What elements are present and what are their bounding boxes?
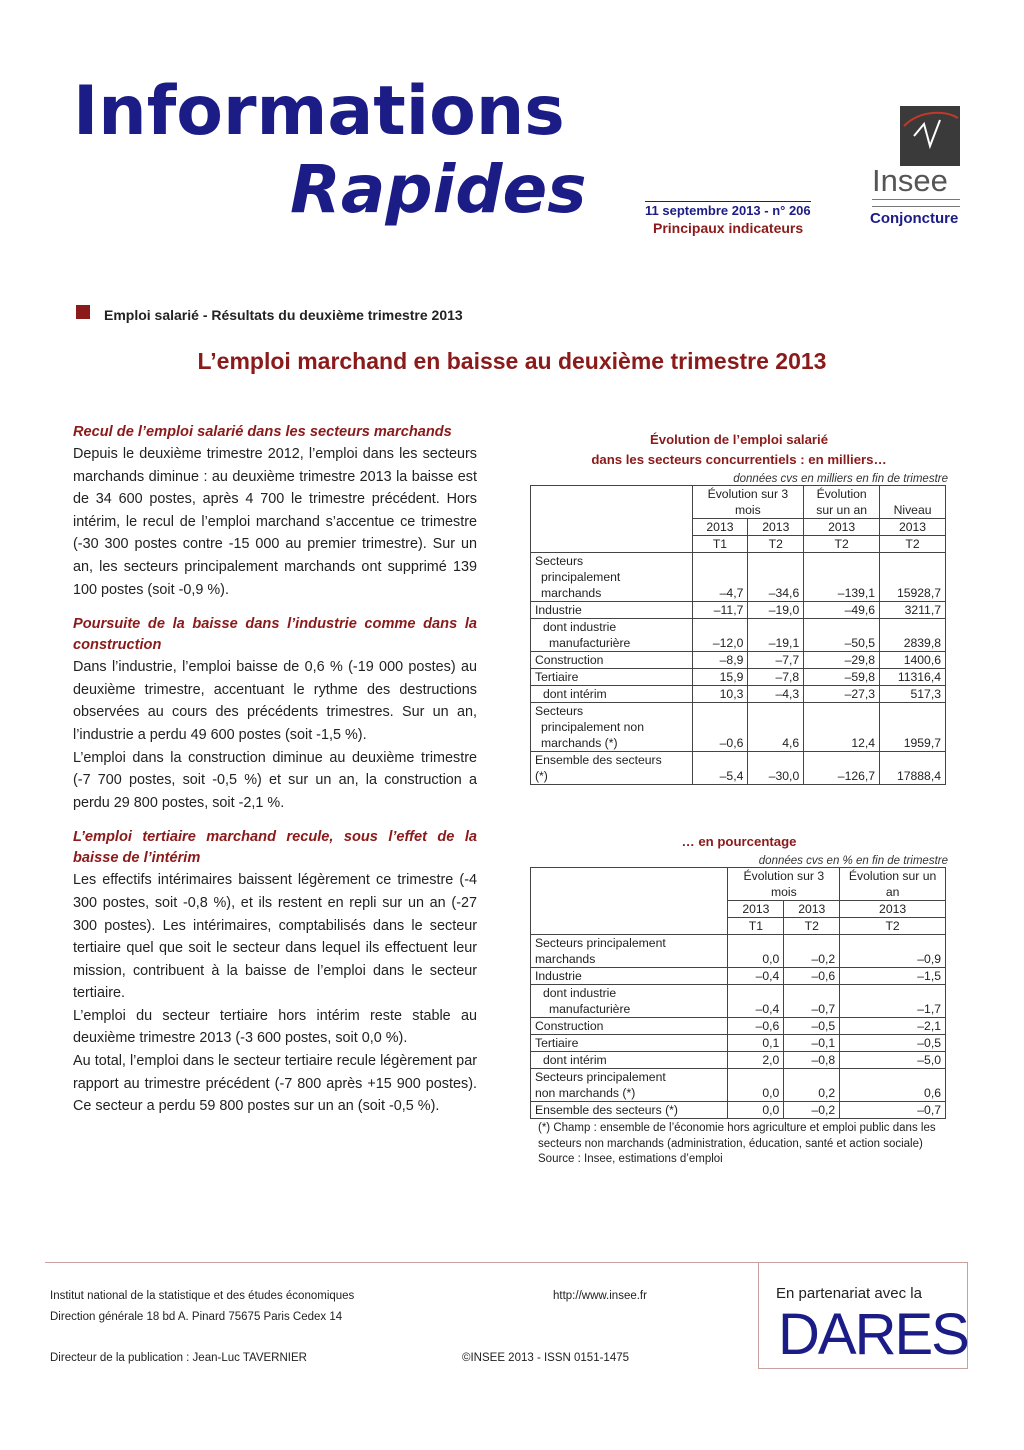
table-cell: 517,3 [880,686,946,703]
table-cell: 11316,4 [880,669,946,686]
row-label-line: Construction [535,1019,604,1033]
row-label-line: non marchands (*) [535,1086,636,1100]
row-label [531,619,693,652]
table-cell: 0,1 [728,1035,784,1052]
table-cell: –27,3 [804,686,880,703]
table-row [531,652,946,669]
table-cell: –0,7 [840,1102,946,1119]
table2-footnote: (*) Champ : ensemble de l’économie hors agriculture et emploi public dans les secteurs non marchands (administration, éducation, santé et action sociale) [538,1122,936,1150]
table-cell: –7,7 [748,652,804,669]
row-label [531,669,693,686]
table-cell: –139,1 [804,553,880,602]
article-heading-1: Recul de l’emploi salarié dans les secteurs marchands [73,424,452,440]
table1-caption-line2: dans les secteurs concurrentiels : en milliers… [591,452,887,467]
table-cell: –19,1 [748,619,804,652]
table-cell: –0,7 [784,985,840,1018]
masthead-title-rapides: Rapides [290,151,587,228]
row-label-line: manufacturière [549,636,631,650]
footer-copyright: ©INSEE 2013 - ISSN 0151-1475 [462,1352,630,1364]
row-label [531,553,693,602]
row-label-line: Industrie [535,603,582,617]
table1-block [530,430,948,785]
insee-logo-text: Insee [872,163,948,198]
table-cell: –12,0 [692,619,748,652]
table1-head-evo3: Évolution sur 3 mois [692,486,804,519]
row-label [531,1052,728,1069]
table-row [531,602,946,619]
row-label-line: Ensemble des secteurs [535,753,662,767]
table-cell: –0,6 [728,1018,784,1035]
table-cell: –50,5 [804,619,880,652]
table-cell: 0,6 [840,1069,946,1102]
table-cell: –29,8 [804,652,880,669]
row-label [531,1035,728,1052]
table1-year: 2013 [804,519,880,536]
table-cell: –1,5 [840,968,946,985]
table-cell: –0,4 [728,968,784,985]
section-tag: Emploi salarié - Résultats du deuxième trimestre 2013 [104,307,463,323]
article-paragraph: L’emploi dans la construction diminue au deuxième trimestre (-7 700 postes, soit -0,5 %) et sur un an, la construction a perdu 29 800 postes, soit -2,1 %. [73,749,477,811]
table-cell: 0,0 [728,935,784,968]
article-heading-3: L’emploi tertiaire marchand recule, sous l’effet de la baisse de l’intérim [73,829,477,867]
footer-director: Directeur de la publication : Jean-Luc TAVERNIER [50,1352,307,1364]
table-row [531,619,946,652]
table-row [531,1102,946,1119]
table-cell: –7,8 [748,669,804,686]
table1-year: 2013 [748,519,804,536]
table-row [531,1035,946,1052]
insee-logo-mark-icon [900,106,960,166]
table2-year: 2013 [784,901,840,918]
table-row [531,553,946,602]
row-label-line: Secteurs [535,704,584,718]
row-label-line: dont industrie [543,620,617,634]
table-cell: –4,7 [692,553,748,602]
table-cell: 1400,6 [880,652,946,669]
table-cell: –0,8 [784,1052,840,1069]
table1-quarter: T2 [748,536,804,553]
table1-head-level: Niveau [880,486,946,519]
table-cell: –0,2 [784,1102,840,1119]
table-cell: –0,9 [840,935,946,968]
footer-institute: Institut national de la statistique et des études économiques [50,1290,355,1302]
table2-source: Source : Insee, estimations d’emploi [538,1153,723,1165]
article-paragraph: Les effectifs intérimaires baissent légèrement ce trimestre (-4 300 postes, soit -0,8 %), et ils restent en repli sur un an (-27 300 postes). Les intérimaires, comptabilisés dans le secteur tertiaire quel que soit le secteur dans lequel ils effectuent leur mission, contribuent à la baisse de l’emploi dans le secteur tertiaire. [73,872,477,1002]
row-label [531,686,693,703]
table-cell: 0,0 [728,1069,784,1102]
table-cell: –0,5 [840,1035,946,1052]
table1-quarter: T2 [880,536,946,553]
table-cell: 2839,8 [880,619,946,652]
row-label [531,1069,728,1102]
article-paragraph: Depuis le deuxième trimestre 2012, l’emploi dans les secteurs marchands diminue : au deuxième trimestre 2013 la baisse est de 34 600 postes, après 4 700 le trimestre précédent. Hors intérim, le recul de l’emploi marchand s’accentue ce trimestre (-30 300 postes contre -15 000 au premier trimestre). Sur un an, les secteurs principalement marchands ont supprimé 139 100 postes (soit -0,9 %). [73,446,477,598]
table-row [531,1018,946,1035]
table-cell: 3211,7 [880,602,946,619]
row-label [531,752,693,785]
table-row [531,985,946,1018]
dares-logo: DARES [778,1302,968,1367]
row-label-line: Construction [535,653,604,667]
article-heading-2: Poursuite de la baisse dans l’industrie comme dans la construction [73,616,477,654]
row-label-line: Tertiaire [535,670,579,684]
row-label-line: principalement [541,570,621,584]
row-label [531,1018,728,1035]
table-cell: 15,9 [692,669,748,686]
table2-note: données cvs en % en fin de trimestre [758,855,948,867]
row-label-line: dont intérim [543,687,607,701]
table2-corner [531,868,728,935]
table2-year: 2013 [728,901,784,918]
table-row [531,935,946,968]
table1-head-evo1: Évolution sur un an [804,486,880,519]
table-cell: –126,7 [804,752,880,785]
row-label [531,602,693,619]
masthead-title-informations: Informations [73,72,565,151]
table-cell: 4,6 [748,703,804,752]
table2-year: 2013 [840,901,946,918]
publication-kind: Principaux indicateurs [653,220,804,236]
insee-logo [870,106,962,166]
table1-year: 2013 [692,519,748,536]
row-label-line: Tertiaire [535,1036,579,1050]
row-label [531,935,728,968]
table-cell: –59,8 [804,669,880,686]
footer-address: Direction générale 18 bd A. Pinard 75675 Paris Cedex 14 [50,1311,343,1323]
table2-block [530,832,948,1168]
article-paragraph: Au total, l’emploi dans le secteur tertiaire recule légèrement par rapport au trimestre précédent (-7 800 après +15 900 postes). Ce secteur a perdu 59 800 postes sur un an (soit -0,5 %). [73,1053,477,1115]
table-cell: 0,2 [784,1069,840,1102]
table-row [531,686,946,703]
table-cell: –0,6 [784,968,840,985]
table-cell: –49,6 [804,602,880,619]
page-headline: L’emploi marchand en baisse au deuxième trimestre 2013 [197,348,827,374]
row-label-line: Industrie [535,969,582,983]
table-row [531,1052,946,1069]
row-label-line: Secteurs principalement [535,936,666,950]
row-label-line: dont intérim [543,1053,607,1067]
table-cell: 1959,7 [880,703,946,752]
table-cell: –19,0 [748,602,804,619]
table-cell: –2,1 [840,1018,946,1035]
row-label [531,703,693,752]
row-label-line: Ensemble des secteurs (*) [535,1103,678,1117]
table2-quarter: T1 [728,918,784,935]
section-square-icon [76,305,90,319]
table-cell: –0,5 [784,1018,840,1035]
article-paragraph: L’emploi du secteur tertiaire hors intérim reste stable au deuxième trimestre 2013 (-3 600 postes, soit 0,0 %). [73,1007,477,1047]
row-label [531,968,728,985]
row-label-line: dont industrie [543,986,617,1000]
table2-quarter: T2 [784,918,840,935]
row-label [531,1102,728,1119]
row-label-line: Secteurs principalement [535,1070,666,1084]
table-row [531,968,946,985]
table-row [531,1069,946,1102]
issue-date-number: 11 septembre 2013 - n° 206 [645,203,811,218]
row-label [531,985,728,1018]
row-label-line: principalement non [541,720,644,734]
row-label-line: Secteurs [535,554,584,568]
table-cell: –0,1 [784,1035,840,1052]
table1-note: données cvs en milliers en fin de trimestre [733,473,948,485]
table-cell: –5,0 [840,1052,946,1069]
table-cell: –11,7 [692,602,748,619]
table-cell: –0,6 [692,703,748,752]
table-cell: 0,0 [728,1102,784,1119]
table-cell: 2,0 [728,1052,784,1069]
table-row [531,752,946,785]
table-row [531,669,946,686]
table-cell: –0,2 [784,935,840,968]
table-cell: 12,4 [804,703,880,752]
row-label-line: (*) [535,769,548,783]
row-label-line: manufacturière [549,1002,631,1016]
table-cell: –30,0 [748,752,804,785]
table1-caption-line1: Évolution de l’emploi salarié [649,432,829,447]
table-cell: –34,6 [748,553,804,602]
article-column [73,422,477,1118]
table1-quarter: T1 [692,536,748,553]
table-cell: 15928,7 [880,553,946,602]
insee-logo-subtitle: Conjoncture [870,210,959,227]
table1 [530,485,946,785]
table-cell: –4,3 [748,686,804,703]
insee-logo-rule [872,199,960,207]
table-cell: –0,4 [728,985,784,1018]
table-cell: –5,4 [692,752,748,785]
row-label [531,652,693,669]
table-cell: –8,9 [692,652,748,669]
table1-year: 2013 [880,519,946,536]
footer-url-link[interactable]: http://www.insee.fr [553,1290,647,1302]
row-label-line: marchands (*) [541,736,618,750]
article-paragraph: Dans l’industrie, l’emploi baisse de 0,6 % (-19 000 postes) au deuxième trimestre, accentuant le rythme des destructions observées au cours des précédents trimestres. Sur un an, l’industrie a perdu 49 600 postes (soit -1,5 %). [73,659,477,743]
table-row [531,703,946,752]
row-label-line: marchands [535,952,596,966]
row-label-line: marchands [541,586,602,600]
table2-head-evo3: Évolution sur 3 mois [728,868,840,901]
partner-text: En partenariat avec la [776,1285,922,1302]
table2-head-evo1: Évolution sur un an [840,868,946,901]
table2 [530,867,946,1119]
table-cell: 17888,4 [880,752,946,785]
table2-quarter: T2 [840,918,946,935]
table-cell: –1,7 [840,985,946,1018]
table2-caption: … en pourcentage [681,834,797,849]
table1-quarter: T2 [804,536,880,553]
table-cell: 10,3 [692,686,748,703]
table1-corner [531,486,693,553]
